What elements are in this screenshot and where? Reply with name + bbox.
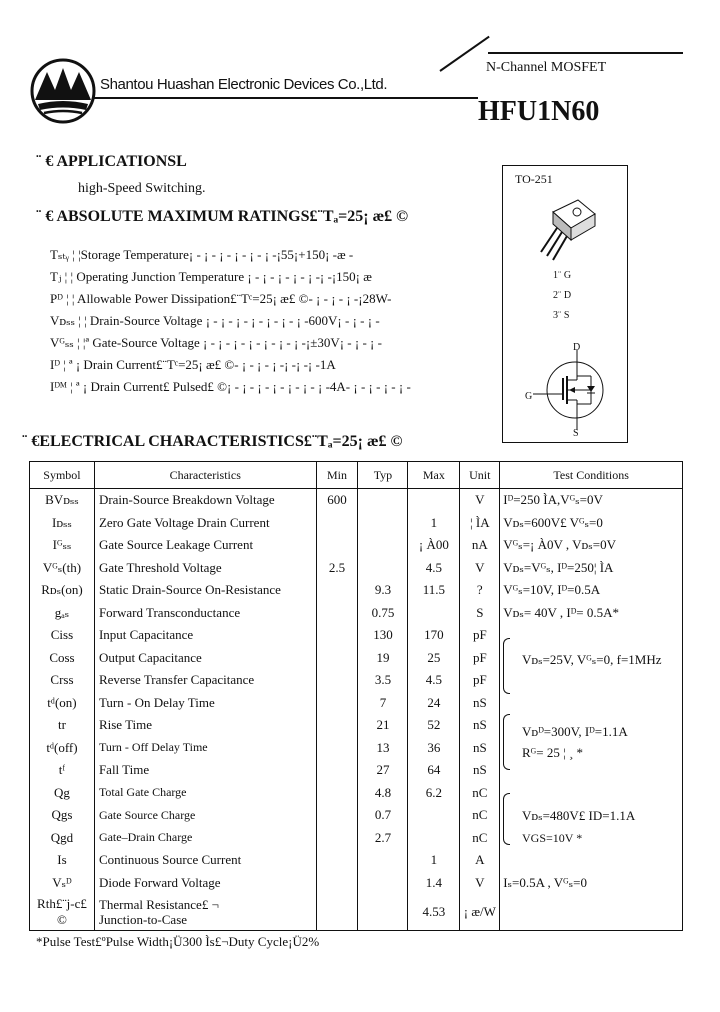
row-min — [316, 849, 358, 872]
header-rule-slant — [439, 36, 489, 72]
row-characteristic: Gate–Drain Charge — [94, 827, 316, 850]
row-max: 4.53 — [408, 894, 460, 931]
pin-3-label: 3¨ S — [553, 310, 570, 321]
row-max: 1.4 — [408, 872, 460, 895]
row-characteristic-line2: Junction-to-Case — [98, 912, 188, 927]
row-characteristic: Turn - On Delay Time — [94, 692, 316, 715]
row-typ — [358, 489, 408, 512]
table-row — [30, 759, 683, 782]
row-symbol: Crss — [30, 669, 95, 692]
cond-capacitance: Vᴅₛ=25V, Vᴳₛ=0, f=1MHz — [522, 652, 662, 667]
row-min — [316, 872, 358, 895]
row-symbol: Ciss — [30, 624, 95, 647]
row-typ — [358, 512, 408, 535]
row-characteristic-line1: Thermal Resistance£ ¬ — [98, 897, 219, 912]
row-typ: 0.75 — [358, 602, 408, 625]
row-unit: ¡ æ/W — [460, 894, 500, 931]
row-min — [316, 692, 358, 715]
row-min — [316, 534, 358, 557]
table-row — [30, 489, 683, 512]
row-condition — [500, 692, 683, 715]
row-min: 600 — [316, 489, 358, 512]
mosfet-symbol — [525, 344, 615, 434]
row-typ — [358, 872, 408, 895]
row-max — [408, 827, 460, 850]
row-typ — [358, 849, 408, 872]
package-drawing — [533, 192, 603, 262]
row-typ: 13 — [358, 737, 408, 760]
row-unit: pF — [460, 647, 500, 670]
table-row — [30, 894, 683, 931]
row-max: 170 — [408, 624, 460, 647]
row-typ: 9.3 — [358, 579, 408, 602]
row-symbol: Iᴳₛₛ — [30, 534, 95, 557]
table-row — [30, 692, 683, 715]
row-condition: Vᴅₛ=Vᴳₛ, Iᴰ=250¦ ÌA — [500, 557, 683, 580]
electrical-table — [29, 461, 683, 931]
row-min — [316, 647, 358, 670]
row-symbol: Vₛᴰ — [30, 872, 95, 895]
row-characteristic: Diode Forward Voltage — [94, 872, 316, 895]
row-condition — [500, 669, 683, 692]
row-unit: pF — [460, 669, 500, 692]
company-logo — [30, 58, 96, 124]
row-characteristic: Reverse Transfer Capacitance — [94, 669, 316, 692]
row-min: 2.5 — [316, 557, 358, 580]
channel-type: N-Channel MOSFET — [486, 60, 607, 75]
row-condition: Vᴳₛ=¡ À0V , Vᴅₛ=0V — [500, 534, 683, 557]
row-condition: Vᴳₛ=10V, Iᴰ=0.5A — [500, 579, 683, 602]
abs-max-row-vds: Vᴅₛₛ ¦ ¦ Drain-Source Voltage ¡ - ¡ - ¡ - ¡ - ¡ - ¡ - ¡ -600V¡ - ¡ - ¡ - — [50, 313, 380, 328]
table-row — [30, 624, 683, 647]
col-symbol: Symbol — [30, 462, 95, 489]
row-characteristic: Fall Time — [94, 759, 316, 782]
drain-label: D — [573, 342, 581, 353]
row-typ: 2.7 — [358, 827, 408, 850]
row-condition: Iᴰ=250 ÌA,Vᴳₛ=0V — [500, 489, 683, 512]
row-symbol: tᵈ(on) — [30, 692, 95, 715]
brace-switching — [503, 714, 510, 770]
table-row — [30, 602, 683, 625]
row-max: 52 — [408, 714, 460, 737]
cond-switching-1: Vᴅᴰ=300V, Iᴰ=1.1A — [522, 724, 628, 739]
row-typ: 3.5 — [358, 669, 408, 692]
row-unit: ? — [460, 579, 500, 602]
row-characteristic: Drain-Source Breakdown Voltage — [94, 489, 316, 512]
row-symbol: Qgd — [30, 827, 95, 850]
row-characteristic — [94, 894, 316, 931]
row-typ: 21 — [358, 714, 408, 737]
row-typ: 27 — [358, 759, 408, 782]
cond-switching-2: Rᴳ= 25 ¦ ¸ * — [522, 745, 584, 760]
applications-title: ¨ € APPLICATIONSL — [36, 153, 187, 170]
row-symbol: tᵈ(off) — [30, 737, 95, 760]
row-typ: 4.8 — [358, 782, 408, 805]
row-characteristic: Gate Source Charge — [94, 804, 316, 827]
row-symbol: Rᴅₛ(on) — [30, 579, 95, 602]
row-min — [316, 827, 358, 850]
row-characteristic: Input Capacitance — [94, 624, 316, 647]
row-max: 4.5 — [408, 669, 460, 692]
pulse-test-footnote: *Pulse Test£ºPulse Width¡Ü300 Ìs£¬Duty Cycle¡Ü2% — [36, 934, 320, 949]
row-max: 11.5 — [408, 579, 460, 602]
col-characteristics: Characteristics — [94, 462, 316, 489]
row-unit: V — [460, 872, 500, 895]
row-condition — [500, 894, 683, 931]
brace-gate-charge — [503, 793, 510, 845]
row-typ: 130 — [358, 624, 408, 647]
abs-max-row-storage-temp: Tₛₜᵧ ¦ ¦Storage Temperature¡ - ¡ - ¡ - ¡ - ¡ - ¡ -¡55¡+150¡ -æ - — [50, 247, 354, 262]
row-typ — [358, 534, 408, 557]
row-unit: nC — [460, 804, 500, 827]
row-min — [316, 579, 358, 602]
abs-max-row-power: Pᴰ ¦ ¦ Allowable Power Dissipation£¨Tᶜ=25¡ æ£ ©- ¡ - ¡ - ¡ -¡28W- — [50, 291, 392, 306]
row-unit: S — [460, 602, 500, 625]
row-max: 4.5 — [408, 557, 460, 580]
row-typ — [358, 557, 408, 580]
abs-max-title: ¨ € ABSOLUTE MAXIMUM RATINGS£¨Tₐ=25¡ æ£ © — [36, 208, 409, 225]
source-label: S — [573, 428, 579, 439]
row-unit: V — [460, 557, 500, 580]
row-min — [316, 624, 358, 647]
row-condition — [500, 782, 683, 805]
row-symbol: Vᴳₛ(th) — [30, 557, 95, 580]
row-symbol: gₐₛ — [30, 602, 95, 625]
row-max — [408, 602, 460, 625]
row-max: 25 — [408, 647, 460, 670]
row-unit: nS — [460, 737, 500, 760]
package-name: TO-251 — [515, 172, 553, 186]
table-row — [30, 512, 683, 535]
abs-max-row-junction-temp: Tⱼ ¦ ¦ Operating Junction Temperature ¡ - ¡ - ¡ - ¡ - ¡ -¡ -¡150¡ æ — [50, 269, 372, 284]
row-min — [316, 669, 358, 692]
row-characteristic: Turn - Off Delay Time — [94, 737, 316, 760]
header-rule-right — [488, 52, 683, 54]
row-characteristic: Zero Gate Voltage Drain Current — [94, 512, 316, 535]
col-unit: Unit — [460, 462, 500, 489]
row-symbol: BVᴅₛₛ — [30, 489, 95, 512]
row-symbol: tᶠ — [30, 759, 95, 782]
row-characteristic: Rise Time — [94, 714, 316, 737]
row-max: ¡ À00 — [408, 534, 460, 557]
row-unit: ¦ ÌA — [460, 512, 500, 535]
pin-1-label: 1¨ G — [553, 270, 572, 281]
row-max: 6.2 — [408, 782, 460, 805]
abs-max-row-vgs: Vᴳₛₛ ¦ ¦ª Gate-Source Voltage ¡ - ¡ - ¡ - ¡ - ¡ - ¡ - ¡ -¡±30V¡ - ¡ - ¡ - — [50, 335, 382, 350]
row-symbol: Iᴅₛₛ — [30, 512, 95, 535]
row-typ: 7 — [358, 692, 408, 715]
row-min — [316, 804, 358, 827]
row-min — [316, 602, 358, 625]
row-unit: V — [460, 489, 500, 512]
row-typ: 0.7 — [358, 804, 408, 827]
row-characteristic: Output Capacitance — [94, 647, 316, 670]
row-unit: A — [460, 849, 500, 872]
row-min — [316, 894, 358, 931]
brace-capacitance — [503, 638, 510, 694]
col-test-conditions: Test Conditions — [500, 462, 683, 489]
table-header-row — [30, 462, 683, 489]
table-row — [30, 872, 683, 895]
header-rule — [92, 97, 478, 99]
abs-max-row-idm: Iᴰᴹ ¦ ª ¡ Drain Current£ Pulsed£ ©¡ - ¡ - ¡ - ¡ - ¡ - ¡ - ¡ -4A- ¡ - ¡ - ¡ - ¡ - — [50, 379, 411, 394]
row-max: 64 — [408, 759, 460, 782]
row-unit: nS — [460, 692, 500, 715]
table-row — [30, 579, 683, 602]
row-unit: nS — [460, 714, 500, 737]
table-row — [30, 669, 683, 692]
row-symbol: Rth£¨j-c£ © — [30, 894, 95, 931]
row-max — [408, 804, 460, 827]
row-condition: Vᴅₛ=600V£ Vᴳₛ=0 — [500, 512, 683, 535]
row-symbol: Is — [30, 849, 95, 872]
row-condition — [500, 624, 683, 647]
company-name: Shantou Huashan Electronic Devices Co.,Ltd. — [100, 76, 388, 93]
row-typ — [358, 894, 408, 931]
cond-gate-charge-2: VGS=10V * — [522, 831, 583, 845]
row-min — [316, 714, 358, 737]
col-min: Min — [316, 462, 358, 489]
applications-text: high-Speed Switching. — [78, 181, 206, 196]
row-condition — [500, 849, 683, 872]
abs-max-row-id: Iᴰ ¦ ª ¡ Drain Current£¨Tᶜ=25¡ æ£ ©- ¡ - ¡ - ¡ -¡ -¡ -¡ -1A — [50, 357, 336, 372]
electrical-title: ¨ €ELECTRICAL CHARACTERISTICS£¨Tₐ=25¡ æ£ © — [22, 433, 403, 450]
part-number: HFU1N60 — [478, 96, 600, 127]
row-unit: nC — [460, 782, 500, 805]
row-unit: pF — [460, 624, 500, 647]
row-max: 1 — [408, 849, 460, 872]
row-symbol: Qgs — [30, 804, 95, 827]
table-row — [30, 782, 683, 805]
row-symbol: Coss — [30, 647, 95, 670]
gate-label: G — [525, 391, 533, 402]
row-unit: nC — [460, 827, 500, 850]
row-condition: Iₛ=0.5A , Vᴳₛ=0 — [500, 872, 683, 895]
row-max: 1 — [408, 512, 460, 535]
row-characteristic: Forward Transconductance — [94, 602, 316, 625]
row-characteristic: Total Gate Charge — [94, 782, 316, 805]
table-row — [30, 534, 683, 557]
row-typ: 19 — [358, 647, 408, 670]
row-unit: nS — [460, 759, 500, 782]
row-symbol: Qg — [30, 782, 95, 805]
row-characteristic: Continuous Source Current — [94, 849, 316, 872]
pin-2-label: 2¨ D — [553, 290, 572, 301]
row-max: 24 — [408, 692, 460, 715]
row-min — [316, 737, 358, 760]
row-max: 36 — [408, 737, 460, 760]
row-characteristic: Gate Source Leakage Current — [94, 534, 316, 557]
row-min — [316, 512, 358, 535]
cond-gate-charge-1: Vᴅₛ=480V£ ID=1.1A — [522, 808, 636, 823]
row-characteristic: Static Drain-Source On-Resistance — [94, 579, 316, 602]
row-min — [316, 782, 358, 805]
table-row — [30, 849, 683, 872]
table-row — [30, 557, 683, 580]
row-unit: nA — [460, 534, 500, 557]
col-typ: Typ — [358, 462, 408, 489]
table-row — [30, 827, 683, 850]
row-characteristic: Gate Threshold Voltage — [94, 557, 316, 580]
col-max: Max — [408, 462, 460, 489]
row-condition — [500, 759, 683, 782]
row-condition: Vᴅₛ= 40V , Iᴰ= 0.5A* — [500, 602, 683, 625]
row-min — [316, 759, 358, 782]
package-box — [502, 165, 628, 443]
row-max — [408, 489, 460, 512]
row-symbol: tr — [30, 714, 95, 737]
